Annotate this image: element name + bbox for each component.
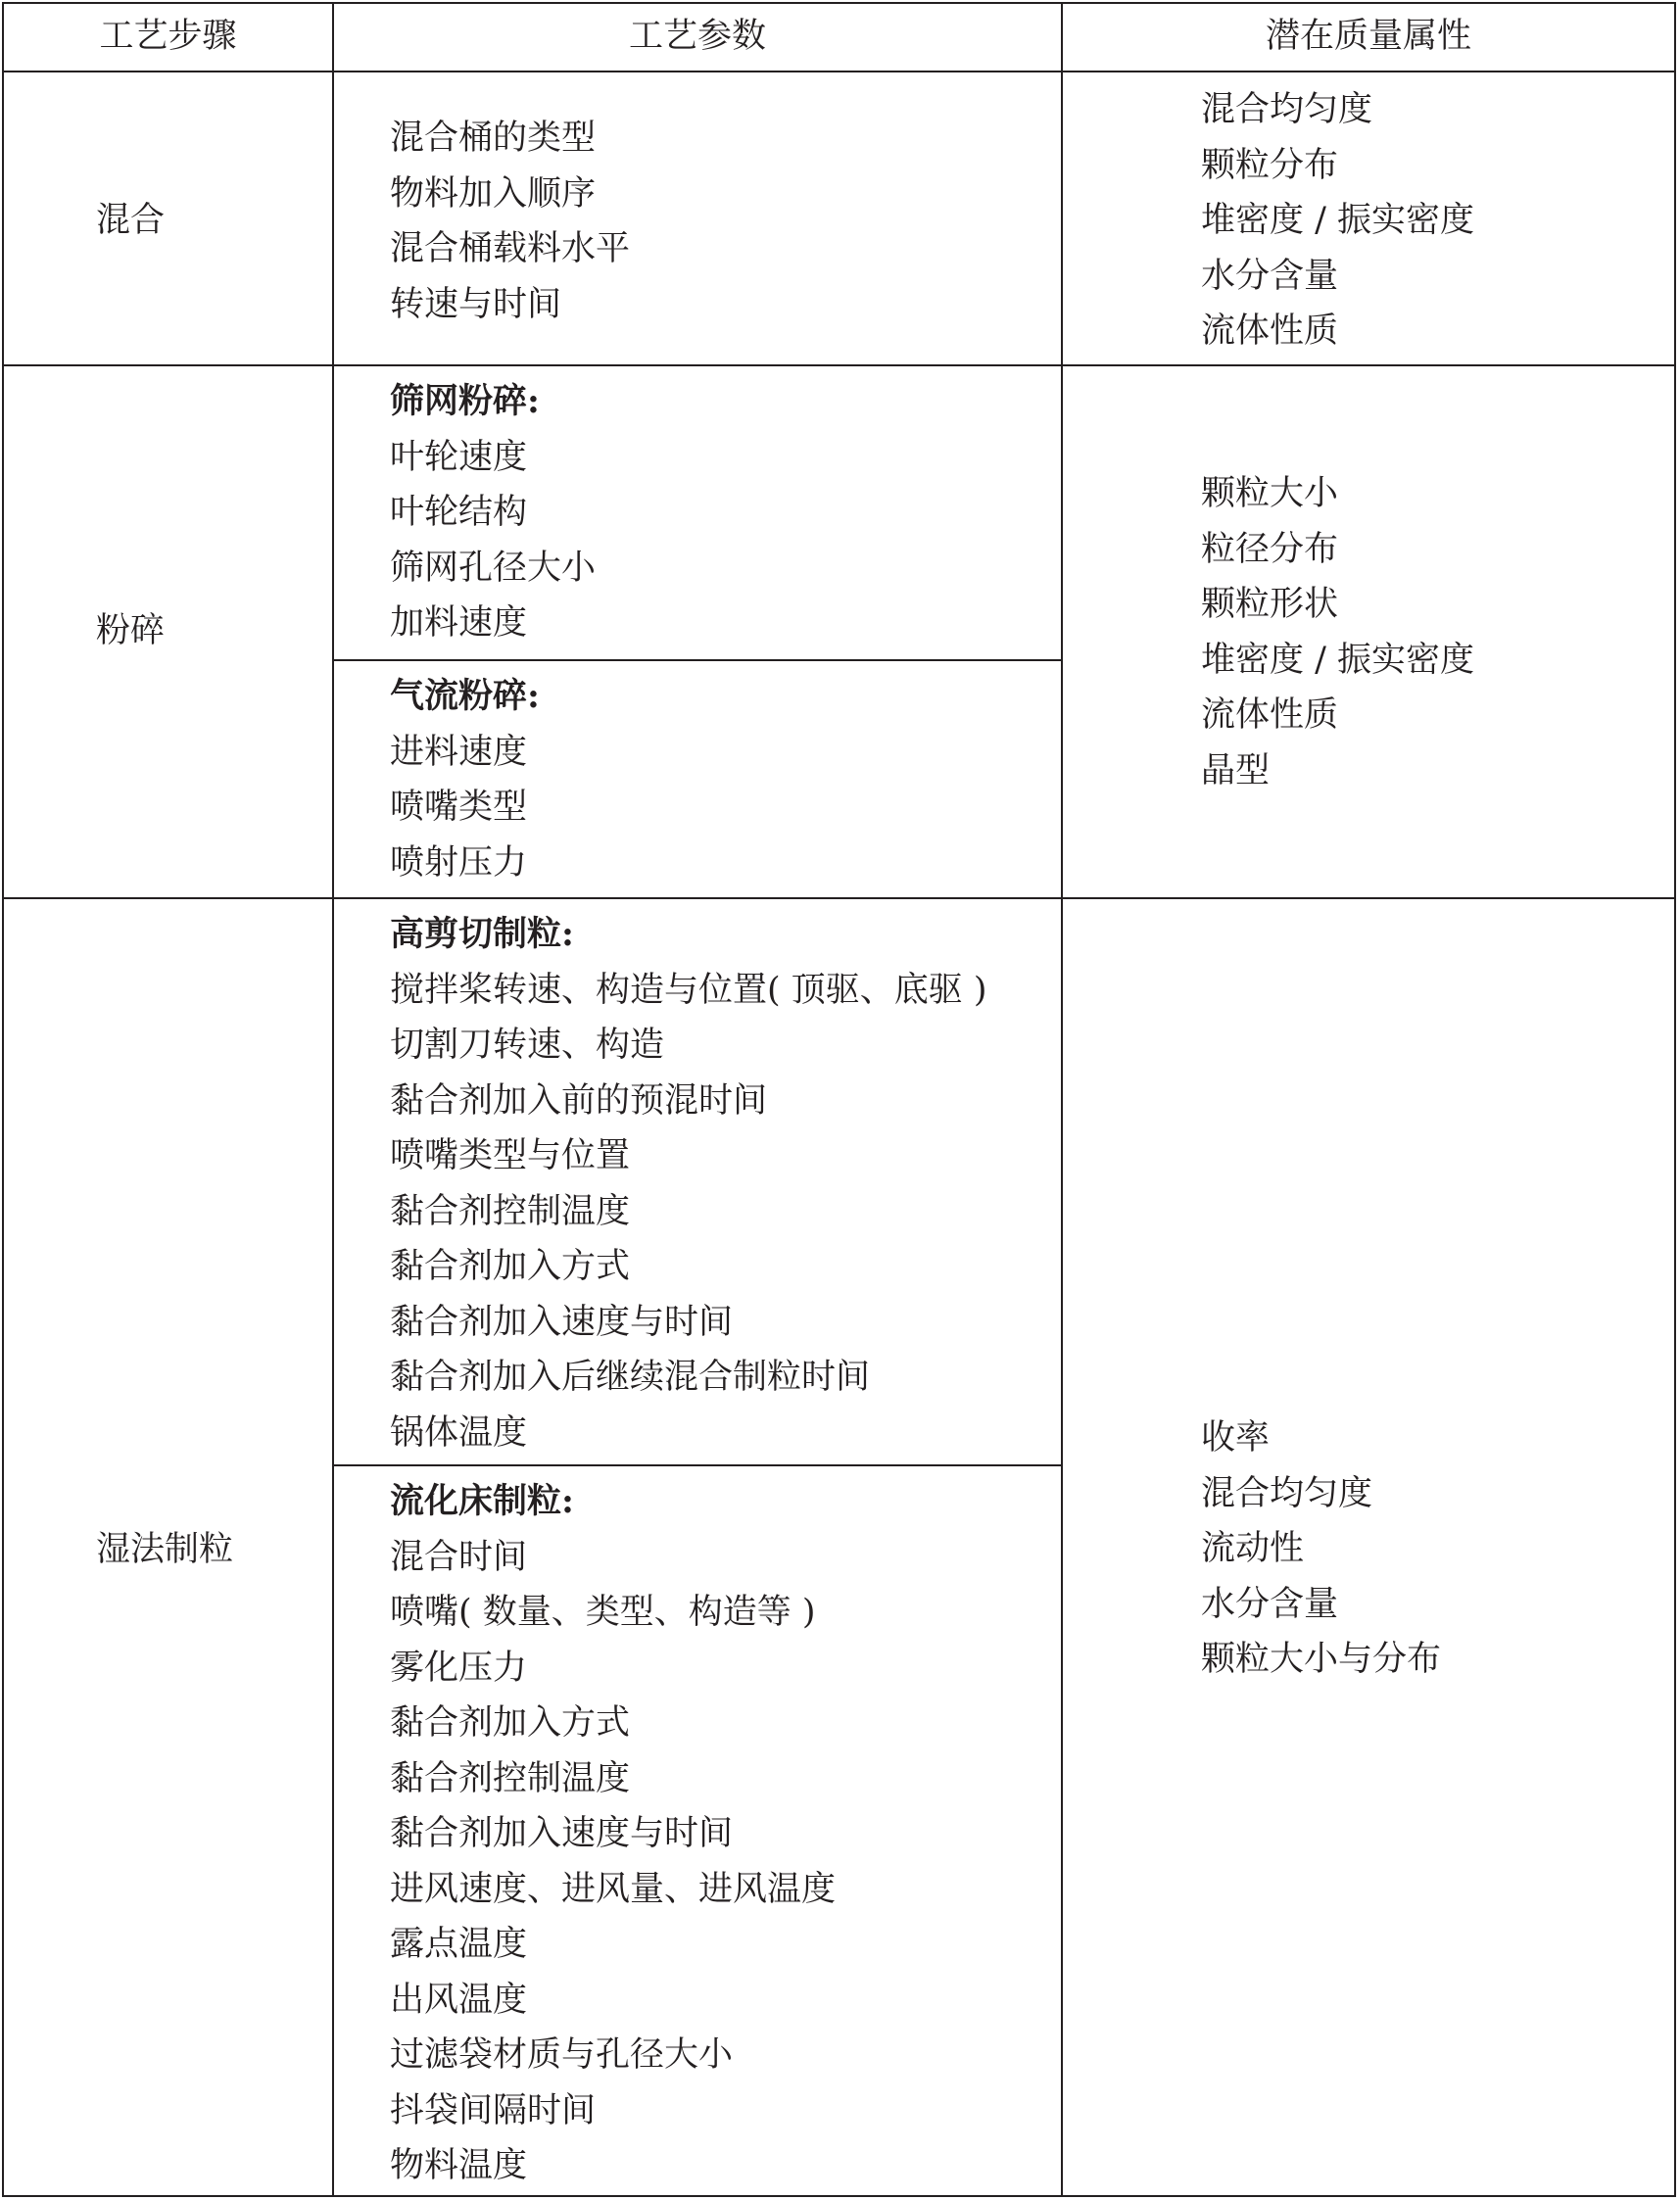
attrs-milling: [1201, 466, 1474, 798]
attr-item: 混合均匀度: [1201, 90, 1373, 129]
param-item: 黏合剂加入前的预混时间: [390, 1080, 768, 1121]
params-milling-jet: [390, 669, 540, 890]
header-attrs: 潜在质量属性: [1265, 17, 1471, 56]
step-wet-granulation: 湿法制粒: [96, 1530, 234, 1569]
param-item: 黏合剂加入速度与时间: [390, 1302, 734, 1342]
param-item: 叶轮结构: [390, 493, 528, 532]
params-mixing: [390, 111, 630, 332]
attr-item: 颗粒大小: [1201, 474, 1339, 513]
header-bottom-rule: [2, 71, 1676, 72]
attr-item: 晶型: [1201, 750, 1271, 790]
subsection-title-screen: 筛网粉碎:: [390, 381, 540, 421]
attr-item: 流体性质: [1201, 311, 1339, 351]
attrs-mixing: [1201, 82, 1474, 359]
param-item: 转速与时间: [390, 284, 562, 324]
params-milling-screen: [390, 374, 596, 651]
param-item: 喷嘴类型与位置: [390, 1136, 631, 1175]
attr-item: 收率: [1201, 1418, 1271, 1458]
param-item: 混合时间: [390, 1537, 528, 1577]
subsection-title-shear: 高剪切制粒:: [390, 914, 574, 954]
param-item: 黏合剂加入速度与时间: [390, 1814, 734, 1853]
header-step: 工艺步骤: [99, 17, 237, 56]
param-item: 物料温度: [390, 2146, 528, 2185]
subsection-title-fluid: 流化床制粒:: [390, 1481, 574, 1521]
param-item: 喷射压力: [390, 842, 528, 883]
attr-item: 混合均匀度: [1201, 1473, 1373, 1513]
param-item: 出风温度: [390, 1980, 528, 2020]
attr-item: 堆密度 / 振实密度: [1201, 201, 1475, 240]
attr-item: 粒径分布: [1201, 529, 1339, 569]
param-item: 抖袋间隔时间: [390, 2090, 597, 2130]
params-wet-fluid: [390, 1474, 836, 2194]
param-item: 筛网孔径大小: [390, 548, 597, 588]
attr-item: 颗粒大小与分布: [1201, 1640, 1442, 1679]
step-milling: 粉碎: [96, 611, 166, 650]
step-mixing: 混合: [96, 201, 166, 240]
mixing-bottom-rule: [2, 364, 1676, 366]
param-item: 黏合剂控制温度: [390, 1191, 631, 1231]
param-item: 黏合剂控制温度: [390, 1758, 631, 1798]
param-item: 黏合剂加入后继续混合制粒时间: [390, 1358, 871, 1397]
param-item: 加料速度: [390, 603, 528, 643]
param-item: 黏合剂加入方式: [390, 1703, 631, 1743]
subsection-title-jet: 气流粉碎:: [390, 676, 540, 716]
param-item: 喷嘴( 数量、类型、构造等 ): [390, 1593, 816, 1632]
param-item: 锅体温度: [390, 1412, 528, 1453]
param-item: 物料加入顺序: [390, 173, 597, 214]
attr-item: 堆密度 / 振实密度: [1201, 640, 1475, 680]
param-item: 进风速度、进风量、进风温度: [390, 1869, 837, 1909]
param-item: 搅拌桨转速、构造与位置( 顶驱、底驱 ): [390, 970, 987, 1010]
attr-item: 水分含量: [1201, 1584, 1339, 1624]
param-item: 过滤袋材质与孔径大小: [390, 2035, 734, 2075]
param-item: 喷嘴类型: [390, 788, 528, 827]
param-item: 混合桶载料水平: [390, 229, 631, 268]
attr-item: 流体性质: [1201, 695, 1339, 735]
param-item: 混合桶的类型: [390, 119, 597, 158]
milling-inner-rule: [332, 659, 1063, 661]
attrs-wet-granulation: [1201, 1411, 1441, 1688]
attr-item: 水分含量: [1201, 256, 1339, 296]
wet-inner-rule: [332, 1464, 1063, 1466]
params-wet-shear: [390, 907, 987, 1460]
milling-bottom-rule: [2, 897, 1676, 899]
column-divider-1: [332, 2, 334, 2197]
attr-item: 流动性: [1201, 1529, 1305, 1568]
param-item: 雾化压力: [390, 1648, 528, 1688]
attr-item: 颗粒分布: [1201, 145, 1339, 185]
attr-item: 颗粒形状: [1201, 585, 1339, 624]
param-item: 切割刀转速、构造: [390, 1026, 665, 1065]
column-divider-2: [1061, 2, 1063, 2197]
param-item: 露点温度: [390, 1925, 528, 1964]
param-item: 黏合剂加入方式: [390, 1247, 631, 1286]
header-params: 工艺参数: [628, 17, 766, 56]
param-item: 进料速度: [390, 732, 528, 772]
param-item: 叶轮速度: [390, 437, 528, 477]
